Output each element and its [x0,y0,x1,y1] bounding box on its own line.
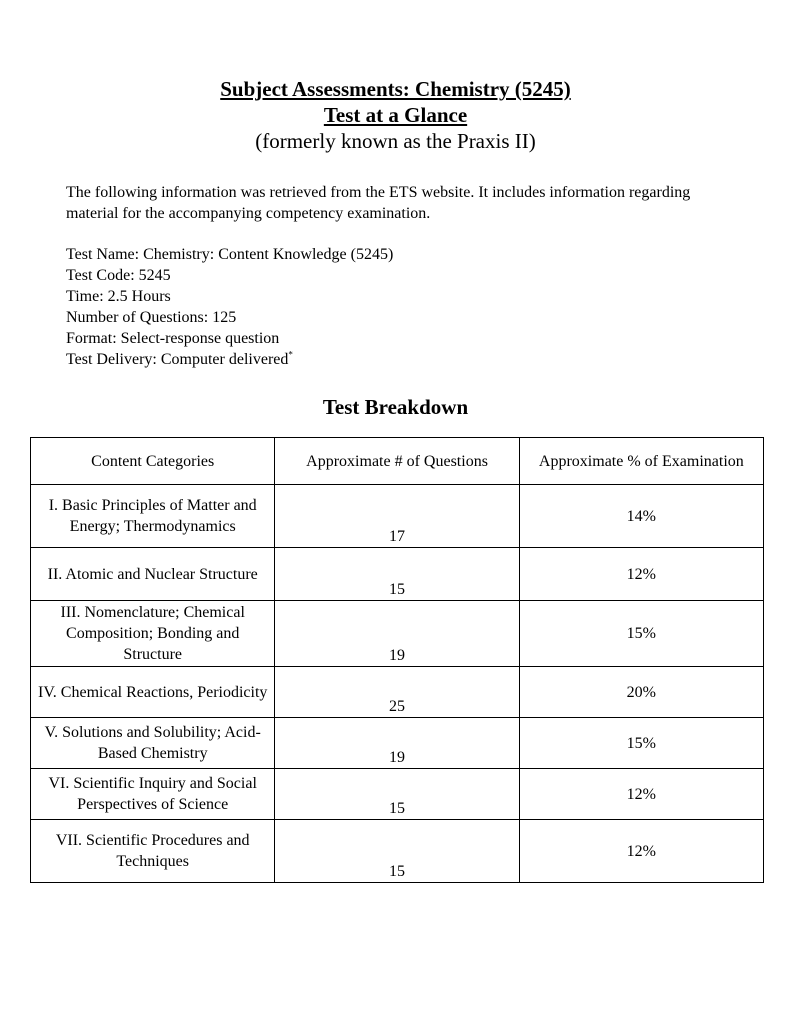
test-format: Format: Select-response question [66,330,280,347]
category-cell: VII. Scientific Procedures and Techniques [31,820,275,883]
document-subtitle: (formerly known as the Praxis II) [255,129,536,153]
questions-cell: 15 [275,769,519,820]
intro-paragraph: The following information was retrieved from the ETS website. It includes information regarding material for the accompanying competency examination. [66,184,691,222]
category-cell: IV. Chemical Reactions, Periodicity [31,667,275,718]
questions-cell: 17 [275,485,519,548]
percent-cell: 15% [519,718,763,769]
questions-cell: 15 [275,820,519,883]
footnote-mark: * [288,349,293,360]
document-header [0,76,791,154]
questions-cell: 19 [275,718,519,769]
test-code: Test Code: 5245 [66,267,171,284]
percent-cell: 12% [519,548,763,601]
breakdown-heading: Test Breakdown [322,395,469,419]
table-row [31,601,764,667]
table-row [31,667,764,718]
category-cell: II. Atomic and Nuclear Structure [31,548,275,601]
questions-cell: 19 [275,601,519,667]
document-title-line1: Subject Assessments: Chemistry (5245) [220,77,571,101]
questions-cell: 15 [275,548,519,601]
table-row [31,820,764,883]
document-title-line2: Test at a Glance [323,103,468,127]
category-cell: V. Solutions and Solubility; Acid-Based Chemistry [31,718,275,769]
table-header-row [31,438,764,485]
percent-cell: 12% [519,820,763,883]
test-delivery: Test Delivery: Computer delivered [66,351,289,368]
test-delivery-item [66,349,393,370]
table-row [31,769,764,820]
category-cell: I. Basic Principles of Matter and Energy; Thermodynamics [31,485,275,548]
breakdown-table [30,437,764,883]
percent-cell: 15% [519,601,763,667]
test-time: Time: 2.5 Hours [66,288,171,305]
column-header-percent: Approximate % of Examination [519,438,763,485]
percent-cell: 20% [519,667,763,718]
percent-cell: 14% [519,485,763,548]
column-header-categories: Content Categories [31,438,275,485]
table-row [31,718,764,769]
test-question-count: Number of Questions: 125 [66,309,237,326]
test-name: Test Name: Chemistry: Content Knowledge (5245) [66,246,394,263]
column-header-questions: Approximate # of Questions [275,438,519,485]
category-cell: VI. Scientific Inquiry and Social Perspectives of Science [31,769,275,820]
category-cell: III. Nomenclature; Chemical Composition; Bonding and Structure [31,601,275,667]
test-info-list [66,244,393,370]
table-row [31,485,764,548]
questions-cell: 25 [275,667,519,718]
table-row [31,548,764,601]
percent-cell: 12% [519,769,763,820]
